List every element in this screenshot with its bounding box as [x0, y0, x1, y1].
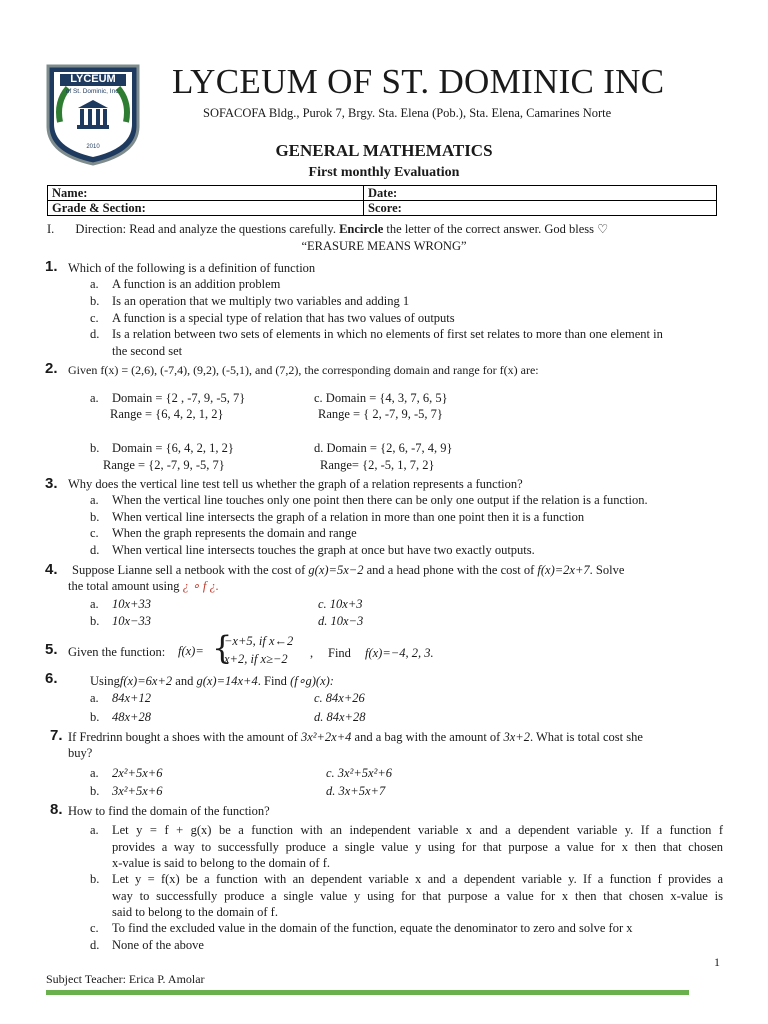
q7-text-2: buy? [68, 746, 93, 760]
q8-text: How to find the domain of the function? [68, 804, 270, 818]
directions-text-a: Direction: Read and analyze the questions carefully. [75, 222, 336, 236]
q6-g-expr: g(x)=14x+4 [196, 674, 258, 688]
q7-option-a[interactable]: a. 2x²+5x+6 [90, 766, 163, 780]
directions-encircle: Encircle [339, 222, 384, 236]
q1-number: 1. [45, 258, 58, 275]
q7-option-c[interactable]: c. 3x²+5x²+6 [326, 766, 393, 780]
q3-option-b[interactable]: b. When vertical line intersects the graph of a relation in more than one point then it is a function [90, 510, 585, 524]
school-name: LYCEUM OF ST. DOMINIC INC [172, 62, 665, 101]
student-info-table [47, 185, 717, 216]
q4-number: 4. [45, 561, 58, 578]
q7-expr-2: 3x+2 [503, 730, 530, 744]
q3-number: 3. [45, 475, 58, 492]
subject-teacher: Subject Teacher: Erica P. Amolar [46, 972, 205, 986]
q5-case-2: x+2, if x≥−2 [224, 652, 288, 666]
q5-brace: { [212, 629, 233, 667]
q2-option-c-range: Range = { 2, -7, 9, -5, 7} [318, 407, 443, 421]
q2-option-b[interactable]: b. Domain = {6, 4, 2, 1, 2} [90, 441, 234, 455]
page-number: 1 [714, 955, 720, 969]
score-field[interactable]: Score: [364, 201, 717, 216]
erasure-note: “ERASURE MEANS WRONG” [301, 239, 467, 253]
q6-number: 6. [45, 670, 58, 687]
subject-title: GENERAL MATHEMATICS [275, 141, 493, 160]
q7-option-d[interactable]: d. 3x+5x+7 [326, 784, 386, 798]
q2-number: 2. [45, 360, 58, 377]
q4-option-c[interactable]: c. 10x+3 [318, 597, 363, 611]
q3-option-c[interactable]: c. When the graph represents the domain and range [90, 526, 357, 540]
q5-comma: , [310, 646, 314, 660]
q3-text: Why does the vertical line test tell us whether the graph of a relation represents a function? [68, 477, 523, 491]
q2-option-a-range: Range = {6, 4, 2, 1, 2} [110, 407, 224, 421]
q1-option-a[interactable]: a. A function is an addition problem [90, 277, 281, 291]
q2-option-a[interactable]: a. Domain = {2 , -7, 9, -5, 7} [90, 391, 246, 405]
q1-option-d[interactable]: d. Is a relation between two sets of elements in which no elements of first set relates to more than one element in [90, 327, 663, 341]
q5-find-expr: f(x)=−4, 2, 3. [365, 646, 434, 660]
directions [47, 221, 608, 237]
q8-option-b[interactable]: Let y = f(x) be a function with an dependent variable x and a dependent variable y. If a function f provides a way to successfully produce a single value y using for that purpose a value for x then that chosen x-value is said to belong to the domain of f. [112, 872, 723, 919]
q1-option-c[interactable]: c. A function is a special type of relation that has two values of outputs [90, 311, 455, 325]
q4-option-a[interactable]: a. 10x+33 [90, 597, 151, 611]
q2-text: Given f(x) = (2,6), (-7,4), (9,2), (-5,1), and (7,2), the corresponding domain and range for f(x) are: [68, 363, 539, 377]
q1-option-d-cont: the second set [112, 344, 183, 358]
q8-option-a[interactable]: Let y = f + g(x) be a function with an independent variable x and a dependent variable y. If a function f provides a way to successfully produce a single value y using for that purpose a value for x then that chosen x-value is said to belong to the domain of f. [112, 823, 723, 870]
logo-year: 2010 [86, 144, 100, 150]
name-field[interactable]: Name: [48, 186, 364, 201]
q6-option-a[interactable]: a. 84x+12 [90, 691, 151, 705]
q6-option-c[interactable]: c. 84x+26 [314, 691, 365, 705]
q6-f-expr: f(x)=6x+2 [119, 674, 173, 688]
footer-divider [46, 990, 689, 995]
q2-option-d[interactable]: d. Domain = {2, 6, -7, 4, 9} [314, 441, 453, 455]
q5-case-1: −x+5, if x←2 [224, 634, 294, 648]
q5-text: Given the function: [68, 645, 166, 659]
q6-option-d[interactable]: d. 84x+28 [314, 710, 366, 724]
logo-text: LYCEUM [70, 73, 116, 85]
q4-text-2: the total amount using ¿ ∘ f ¿. [68, 579, 219, 593]
q7-number: 7. [50, 727, 63, 744]
q7-expr-1: 3x²+2x+4 [300, 730, 352, 744]
q6-option-b[interactable]: b. 48x+28 [90, 710, 151, 724]
grade-section-field[interactable]: Grade & Section: [48, 201, 364, 216]
q4-f-expr: f(x)=2x+7 [537, 563, 590, 577]
q8-option-a-label[interactable]: a. [90, 823, 99, 837]
logo-subtext: of St. Dominic, Inc. [65, 88, 121, 95]
q7-text: If Fredrinn bought a shoes with the amount of 3x²+2x+4 and a bag with the amount of 3x+2. What is total cost she [68, 730, 643, 744]
q1-option-b[interactable]: b. Is an operation that we multiply two variables and adding 1 [90, 294, 410, 308]
q1-text: Which of the following is a definition of function [68, 261, 316, 275]
q3-option-a[interactable]: a. When the vertical line touches only one point then there can be only one output if the relation is a function. [90, 493, 648, 507]
q2-option-c[interactable]: c. Domain = {4, 3, 7, 6, 5} [314, 391, 448, 405]
q4-text: Suppose Lianne sell a netbook with the cost of g(x)=5x−2 and a head phone with the cost of f(x)=2x+7. Solve [72, 563, 625, 577]
q8-option-d[interactable]: d. None of the above [90, 938, 204, 952]
q6-composition-expr: (f∘g)(x): [290, 674, 334, 688]
q2-option-b-range: Range = {2, -7, 9, -5, 7} [103, 458, 225, 472]
q5-find: Find [328, 646, 351, 660]
q4-composition-expr: ¿ ∘ f ¿. [182, 579, 219, 593]
q5-f-lhs: f(x)= [178, 644, 204, 658]
school-address: SOFACOFA Bldg., Purok 7, Brgy. Sta. Elena (Pob.), Sta. Elena, Camarines Norte [203, 106, 612, 120]
q4-g-expr: g(x)=5x−2 [308, 563, 364, 577]
evaluation-title: First monthly Evaluation [308, 165, 460, 180]
directions-roman: I. [47, 222, 55, 236]
directions-text-b: the letter of the correct answer. God bless ♡ [386, 222, 609, 236]
q8-number: 8. [50, 801, 63, 818]
q5-number: 5. [45, 641, 58, 658]
q8-option-c[interactable]: c. To find the excluded value in the domain of the function, equate the denominator to zero and solve for x [90, 921, 633, 935]
q8-option-b-label[interactable]: b. [90, 872, 100, 886]
q4-option-b[interactable]: b. 10x−33 [90, 614, 151, 628]
date-field[interactable]: Date: [364, 186, 717, 201]
q3-option-d[interactable]: d. When vertical line intersects touches the graph at once but have two exactly outputs. [90, 543, 535, 557]
q2-option-d-range: Range= {2, -5, 1, 7, 2} [320, 458, 435, 472]
q4-option-d[interactable]: d. 10x−3 [318, 614, 364, 628]
q7-option-b[interactable]: b. 3x²+5x+6 [90, 784, 163, 798]
q6-text: Usingf(x)=6x+2 and g(x)=14x+4. Find (f∘g)(x): [90, 674, 334, 688]
